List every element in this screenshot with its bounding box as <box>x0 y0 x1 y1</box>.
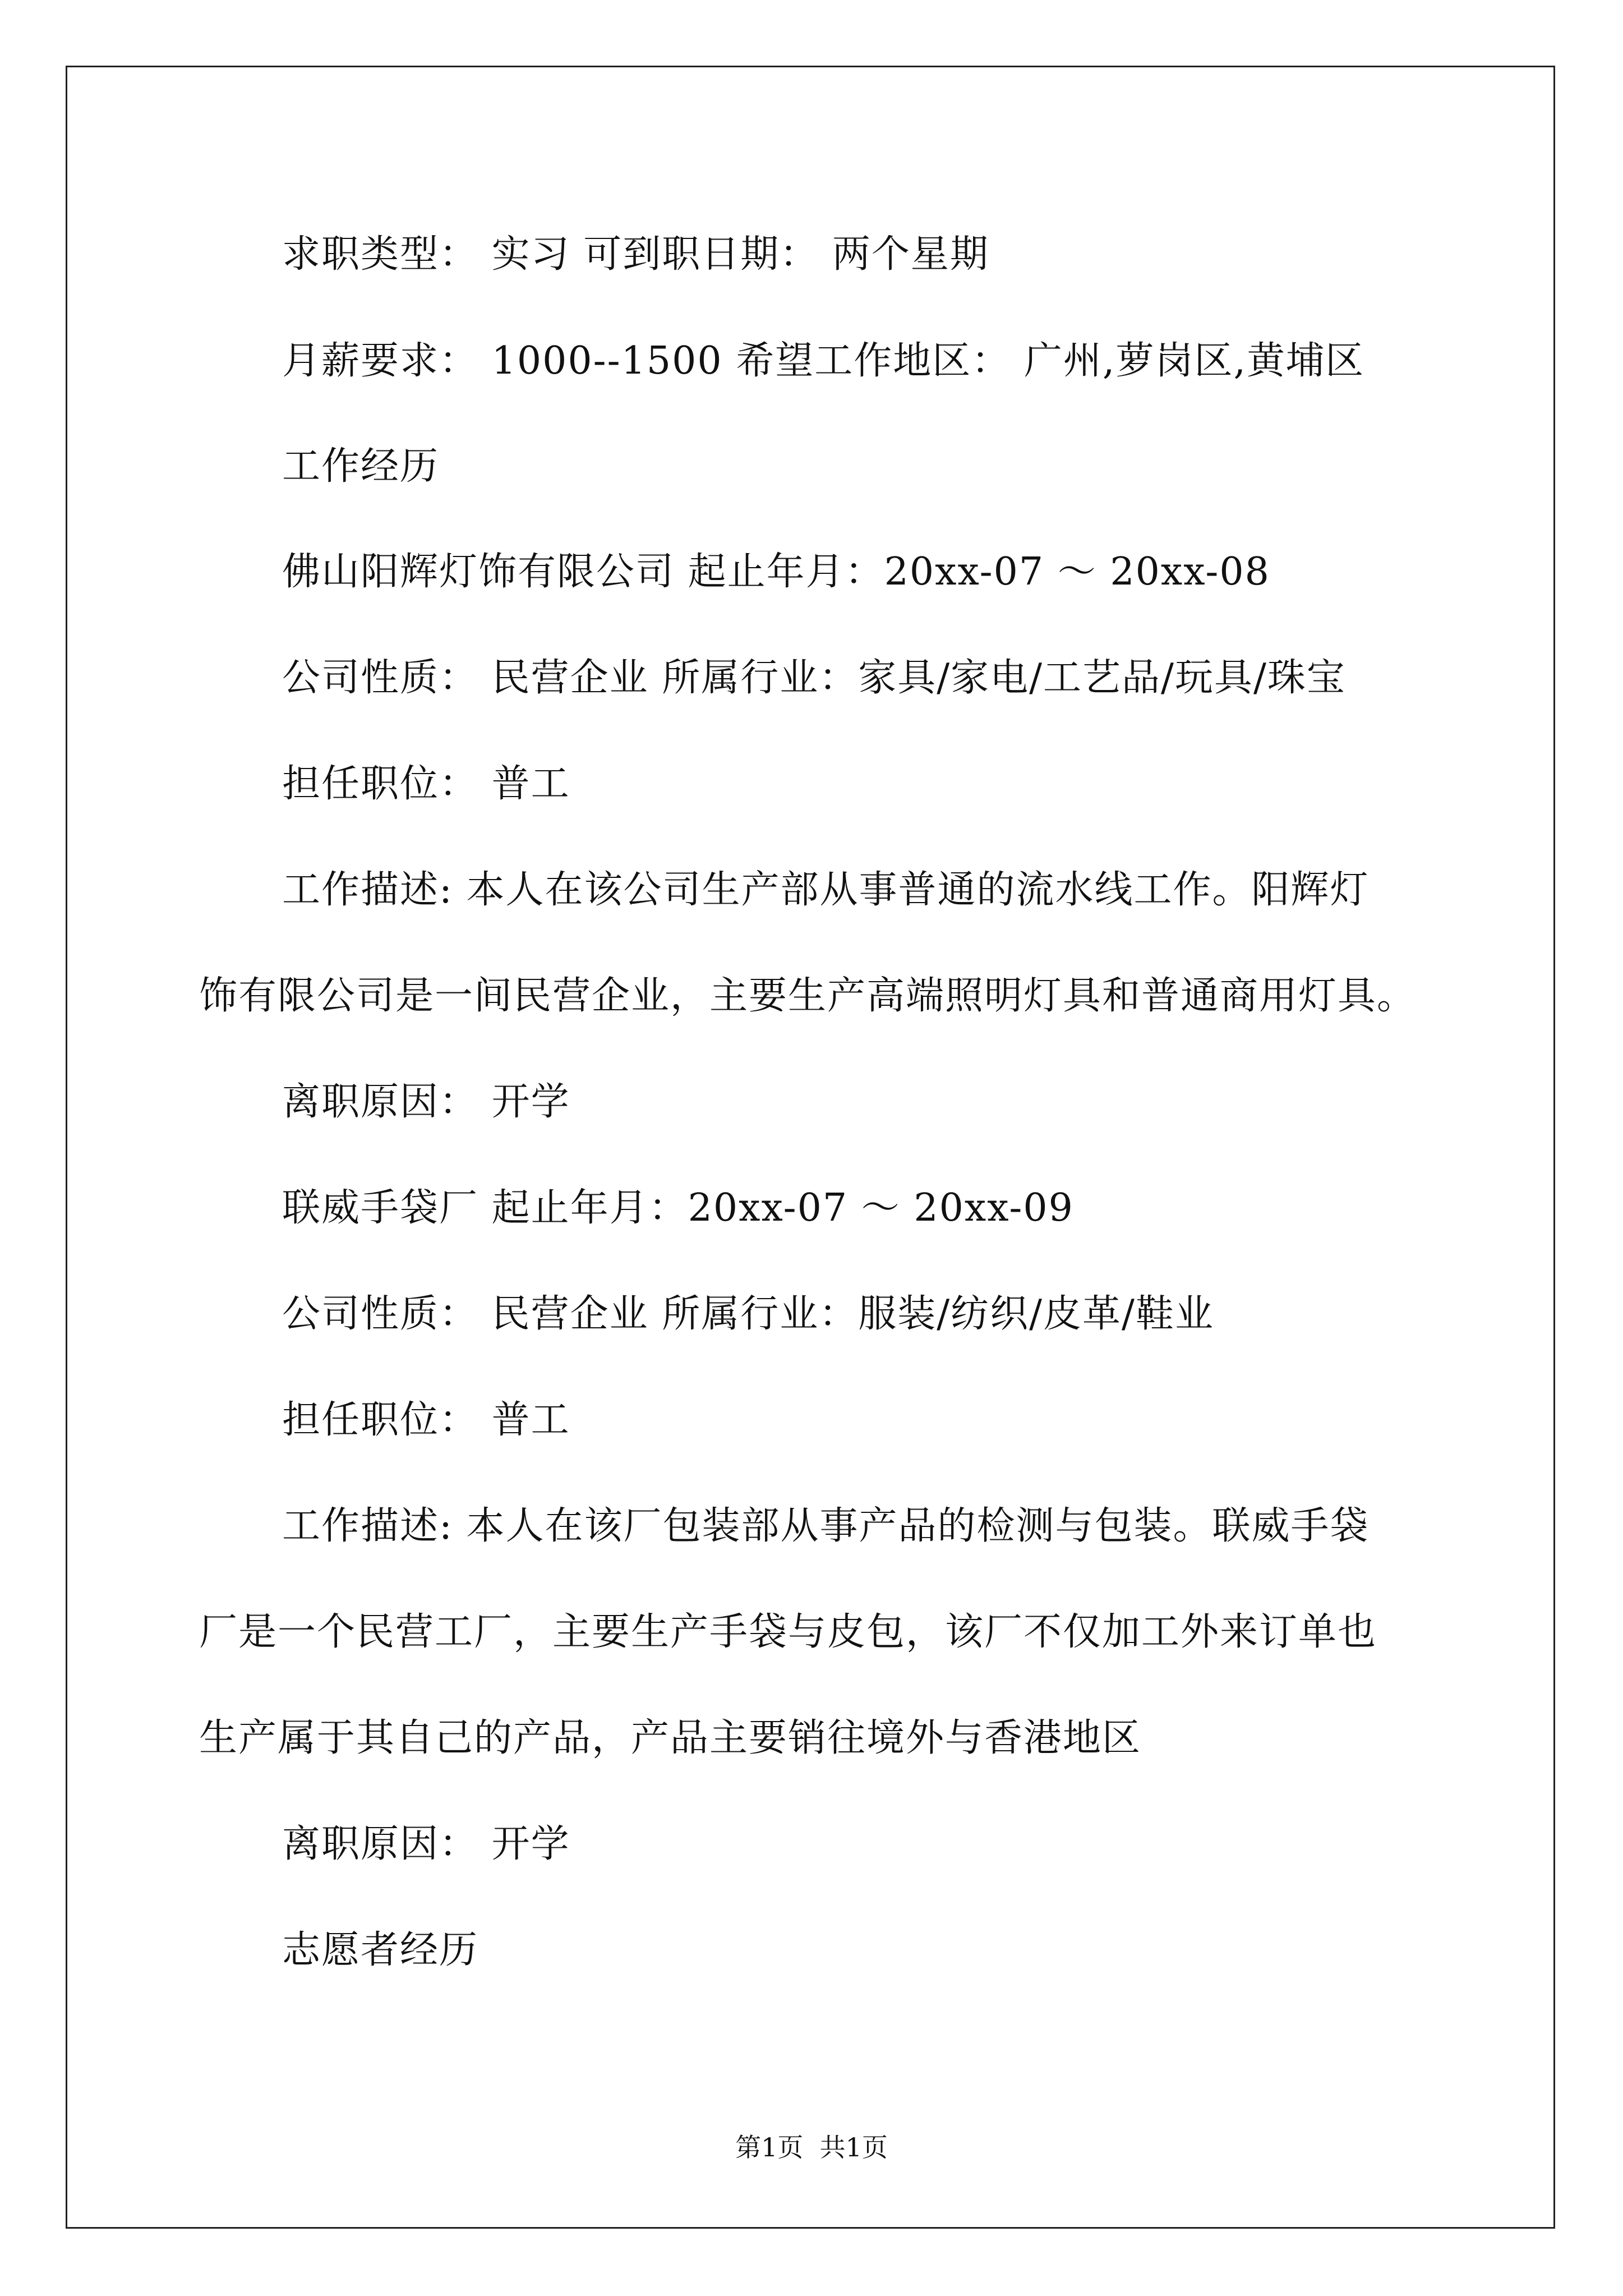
page-border <box>66 66 1555 2229</box>
company-1-line: 佛山阳辉灯饰有限公司 起止年月：20xx-07 ～ 20xx-08 <box>282 550 1270 594</box>
company-2-description-line-3: 生产属于其自己的产品，产品主要销往境外与香港地区 <box>199 1716 1142 1760</box>
company-1-description-line-2: 饰有限公司是一间民营企业，主要生产高端照明灯具和普通商用灯具。 <box>199 974 1417 1018</box>
company-2-position-line: 担任职位： 普工 <box>282 1398 570 1442</box>
company-1-position-line: 担任职位： 普工 <box>282 762 570 806</box>
company-2-leave-reason-line: 离职原因： 开学 <box>282 1822 570 1866</box>
job-type-line: 求职类型： 实习 可到职日期： 两个星期 <box>282 232 989 277</box>
company-2-nature-line: 公司性质： 民营企业 所属行业：服装/纺织/皮革/鞋业 <box>282 1292 1214 1336</box>
section-heading-volunteer: 志愿者经历 <box>282 1928 479 1972</box>
company-1-description-line-1: 工作描述: 本人在该公司生产部从事普通的流水线工作。阳辉灯 <box>282 868 1370 912</box>
salary-line: 月薪要求： 1000--1500 希望工作地区： 广州,萝岗区,黄埔区 <box>282 339 1365 383</box>
company-1-nature-line: 公司性质： 民营企业 所属行业：家具/家电/工艺品/玩具/珠宝 <box>282 656 1346 700</box>
company-1-leave-reason-line: 离职原因： 开学 <box>282 1080 570 1124</box>
page-number-footer: 第1页 共1页 <box>735 2132 888 2162</box>
company-2-line: 联威手袋厂 起止年月：20xx-07 ～ 20xx-09 <box>282 1186 1074 1230</box>
section-heading-work: 工作经历 <box>282 444 440 489</box>
company-2-description-line-2: 厂是一个民营工厂，主要生产手袋与皮包，该厂不仅加工外来订单也 <box>199 1610 1377 1654</box>
company-2-description-line-1: 工作描述: 本人在该厂包装部从事产品的检测与包装。联威手袋 <box>282 1504 1370 1548</box>
